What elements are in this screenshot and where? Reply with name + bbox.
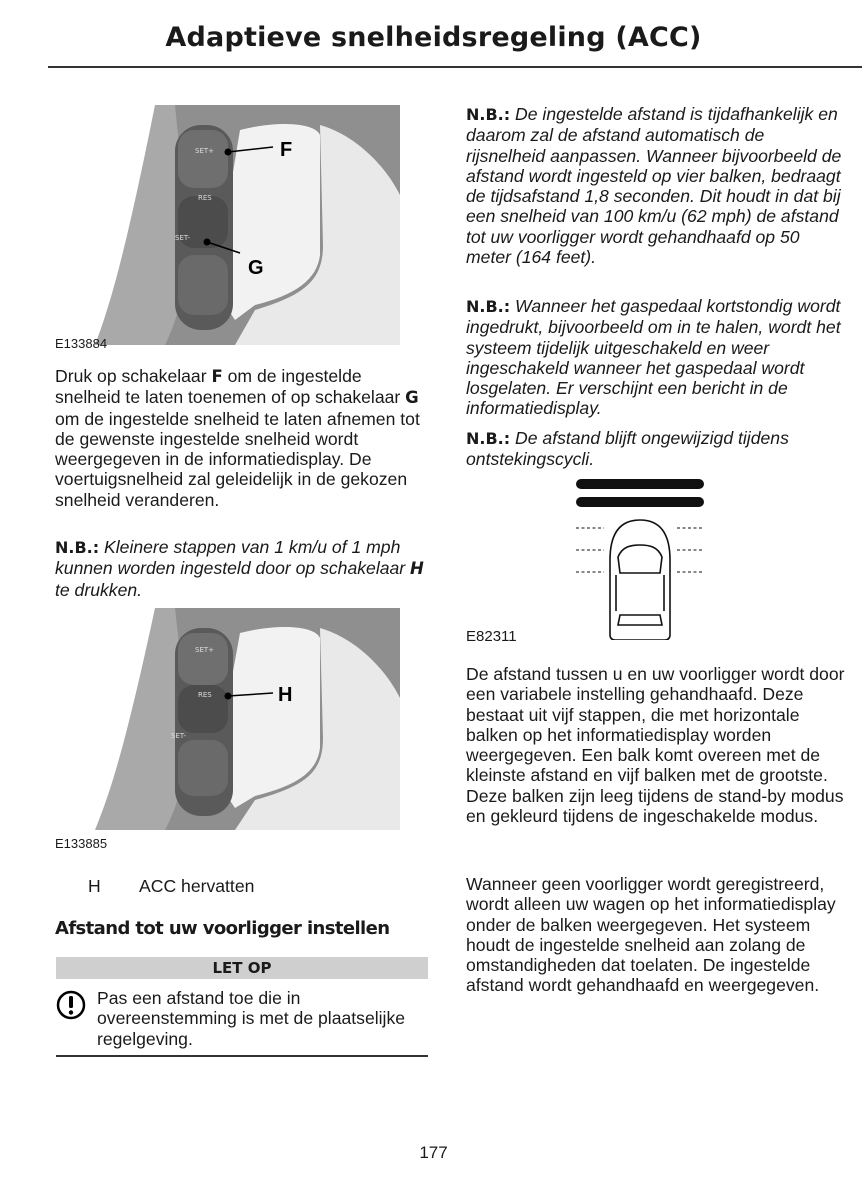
bold-h: H [410, 559, 424, 579]
page-title: Adaptieve snelheidsregeling (ACC) [165, 22, 702, 53]
steering-wheel-figure-h [55, 608, 400, 830]
note-accelerator [466, 296, 846, 419]
res-button-label: RES [198, 194, 212, 202]
nb-label: N.B.: [55, 538, 100, 557]
distance-bar [576, 497, 704, 507]
text-run: Kleinere stappen van 1 km/u of 1 mph kunnen worden ingesteld door op schakelaar [55, 537, 411, 579]
caution-bar: LET OP [56, 957, 428, 979]
paragraph-no-vehicle: Wanneer geen voorligger wordt geregistreerd, wordt alleen uw wagen op het informatiedisplay onder de balken weergegeven. Het systeem houdt de ingestelde snelheid aan zolang de omstandigheden dat toelaten. De ingestelde afstand wordt gehandhaafd en weergegeven. [466, 874, 836, 996]
text-run: om de ingestelde snelheid te laten afnemen tot de gewenste ingestelde snelheid wordt weergegeven in de informatiedisplay. De voertuigsnelheid zal geleidelijk in de gekozen snelheid veranderen. [55, 408, 420, 510]
figure-code-e82311: E82311 [466, 628, 517, 645]
note-time-distance [466, 104, 846, 267]
set-minus-button-label: SET- [175, 234, 191, 242]
warning-divider [56, 1055, 428, 1057]
nb-label: N.B.: [466, 297, 511, 316]
warning-text: Pas een afstand toe die in overeenstemming is met de plaatselijke regelgeving. [97, 988, 406, 1049]
distance-bar [576, 479, 704, 489]
legend-key: H [88, 876, 101, 896]
set-plus-button-label: SET+ [195, 646, 215, 654]
bold-g: G [405, 388, 419, 408]
res-button-label: RES [198, 691, 212, 699]
section-heading: Afstand tot uw voorligger instellen [55, 918, 390, 939]
bold-f: F [211, 367, 223, 386]
note-ignition [466, 428, 846, 470]
steering-wheel-figure-fg [55, 105, 400, 345]
figure-code-e133884: E133884 [55, 336, 108, 351]
figure-code-e133885: E133885 [55, 836, 108, 851]
lane-markers [576, 528, 704, 572]
note-smaller-steps [55, 537, 430, 600]
set-minus-button-label: SET- [171, 732, 187, 740]
title-divider [48, 66, 862, 68]
nb-label: N.B.: [466, 105, 511, 124]
set-plus-button-label: SET+ [195, 147, 215, 155]
text-run: De afstand blijft ongewijzigd tijdens ontstekingscycli. [466, 428, 789, 470]
text-run: te drukken. [55, 579, 143, 600]
paragraph-variable-setting: De afstand tussen u en uw voorligger wordt door een variabele instelling gehandhaafd. Deze bestaat uit vijf stappen, die met horizontale balken op het informatiedisplay worden weergegeven. Een balk komt overeen met de kleinste afstand en vijf balken met de grootste. Deze balken zijn leeg tijdens de stand-by modus en gekleurd tijdens de ingeschakelde modus. [466, 664, 845, 827]
nb-label: N.B.: [466, 429, 511, 448]
text-run: Wanneer het gaspedaal kortstondig wordt ingedrukt, bijvoorbeeld om in te halen, wordt het systeem tijdelijk uitgeschakeld en weer ingeschakeld wanneer het gaspedaal wordt losgelaten. Er verschijnt een bericht in de informatiedisplay. [466, 296, 841, 419]
text-run: De ingestelde afstand is tijdafhankelijk en daarom zal de afstand automatisch de rijsnelheid aanpassen. Wanneer bijvoorbeeld de afstand wordt ingesteld op vier balken, bedraagt de tijdsafstand 1,8 seconden. Dit houdt in dat bij een snelheid van 100 km/u (62 mph) de afstand tot uw voorligger wordt gehandhaafd op 50 meter (164 feet). [466, 104, 842, 268]
text-run: om de ingestelde snelheid te laten toenemen of op schakelaar [55, 366, 406, 408]
paragraph-switch-f-g [55, 366, 430, 510]
text-run: Druk op schakelaar [55, 366, 212, 386]
warning-exclamation-icon [56, 990, 86, 1020]
car-icon [610, 520, 670, 640]
callout-label-f: F [280, 139, 293, 161]
page-number: 177 [419, 1143, 448, 1162]
callout-label-h: H [278, 684, 293, 706]
legend-value: ACC hervatten [139, 876, 255, 896]
callout-label-g: G [248, 257, 264, 279]
distance-bars-figure [570, 475, 715, 640]
